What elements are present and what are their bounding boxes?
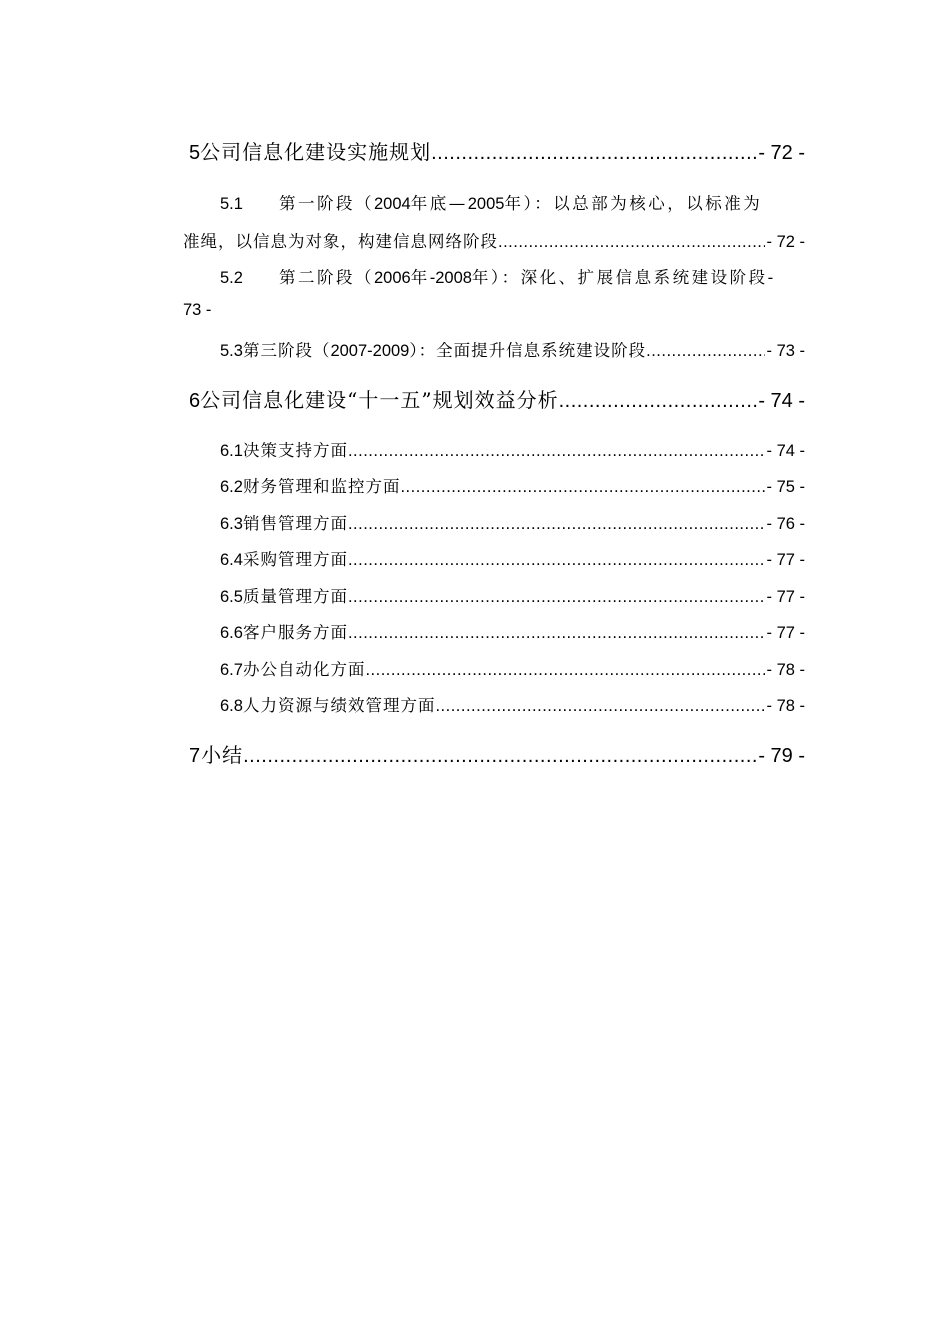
toc-leader-dots — [348, 624, 766, 643]
toc-title-part: 第二阶段（2006年-2008年）：深化、扩展信息系统建设阶段- — [279, 268, 776, 287]
toc-leader-dots — [348, 442, 766, 461]
toc-entry-6-1[interactable] — [183, 437, 805, 461]
toc-title: 小结 — [201, 743, 244, 767]
toc-number: 6.6 — [220, 624, 243, 642]
toc-page-number: - 77 - — [766, 588, 805, 606]
toc-number: 6.2 — [220, 478, 243, 496]
toc-page-number: - 73 - — [766, 342, 805, 360]
toc-page-number: - 75 - — [766, 478, 805, 496]
toc-number: 6.1 — [220, 442, 243, 460]
toc-leader-dots — [348, 551, 766, 570]
toc-number: 5.1 — [220, 195, 243, 213]
toc-entry-6-3[interactable] — [183, 510, 805, 534]
toc-page-number: - 77 - — [766, 624, 805, 642]
toc-leader-dots — [365, 661, 765, 680]
toc-title: 财务管理和监控方面 — [242, 477, 401, 496]
toc-title: 公司信息化建设实施规划 — [200, 140, 432, 164]
toc-title: 销售管理方面 — [242, 514, 348, 533]
toc-title: 准绳，以信息为对象，构建信息网络阶段 — [183, 232, 498, 251]
toc-leader-dots — [348, 515, 766, 534]
toc-entry-5-1-line2[interactable] — [183, 228, 805, 252]
toc-leader-dots — [646, 342, 765, 361]
toc-page-number: 73 - — [183, 301, 212, 319]
toc-leader-dots — [348, 588, 766, 607]
toc-entry-5-2-line1[interactable] — [183, 264, 805, 288]
toc-entry-6[interactable] — [183, 384, 805, 413]
toc-title: 决策支持方面 — [242, 441, 348, 460]
toc-leader-dots — [243, 745, 757, 768]
toc-title: 人力资源与绩效管理方面 — [242, 696, 436, 715]
toc-page-number: - 76 - — [766, 515, 805, 533]
toc-number: 6.7 — [220, 661, 243, 679]
toc-number: 5.2 — [220, 269, 243, 287]
toc-number: 5 — [189, 142, 201, 164]
toc-title: 办公自动化方面 — [242, 660, 366, 679]
toc-entry-5-1-line1[interactable] — [183, 190, 805, 214]
toc-leader-dots — [498, 233, 765, 252]
toc-title: 第三阶段（2007-2009）：全面提升信息系统建设阶段 — [242, 341, 647, 360]
toc-entry-6-6[interactable] — [183, 619, 805, 643]
toc-leader-dots — [435, 697, 765, 716]
toc-leader-dots — [559, 390, 758, 413]
toc-number: 6.5 — [220, 588, 243, 606]
toc-page-number: - 77 - — [766, 551, 805, 569]
toc-number: 5.3 — [220, 342, 243, 360]
toc-page-number: - 72 - — [766, 233, 805, 251]
toc-leader-dots — [400, 478, 765, 497]
toc-number: 6.8 — [220, 697, 243, 715]
toc-entry-7[interactable] — [183, 739, 805, 768]
toc-title: 质量管理方面 — [242, 587, 348, 606]
toc-page-number: - 79 - — [758, 745, 805, 767]
toc-page-number: - 74 - — [766, 442, 805, 460]
toc-entry-6-7[interactable] — [183, 656, 805, 680]
toc-entry-5-2-line2[interactable] — [183, 301, 805, 320]
toc-page-number: - 78 - — [766, 697, 805, 715]
toc-page-number: - 74 - — [758, 390, 805, 412]
toc-entry-6-4[interactable] — [183, 546, 805, 570]
toc-title: 采购管理方面 — [242, 550, 348, 569]
toc-page-number: - 78 - — [766, 661, 805, 679]
toc-title: 公司信息化建设“十一五”规划效益分析 — [200, 388, 559, 412]
toc-entry-5-3[interactable] — [183, 337, 805, 361]
toc-title-part: 第一阶段（2004年底—2005年）：以总部为核心，以标准为 — [279, 194, 763, 213]
toc-entry-6-8[interactable] — [183, 692, 805, 716]
toc-number: 6.4 — [220, 551, 243, 569]
toc-number: 7 — [189, 745, 201, 767]
toc-page-number: - 72 - — [758, 142, 805, 164]
toc-title: 客户服务方面 — [242, 623, 348, 642]
toc-entry-6-5[interactable] — [183, 583, 805, 607]
toc-leader-dots — [431, 142, 757, 165]
toc-number: 6 — [189, 390, 201, 412]
toc-entry-6-2[interactable] — [183, 473, 805, 497]
toc-number: 6.3 — [220, 515, 243, 533]
toc-entry-5[interactable] — [183, 136, 805, 165]
